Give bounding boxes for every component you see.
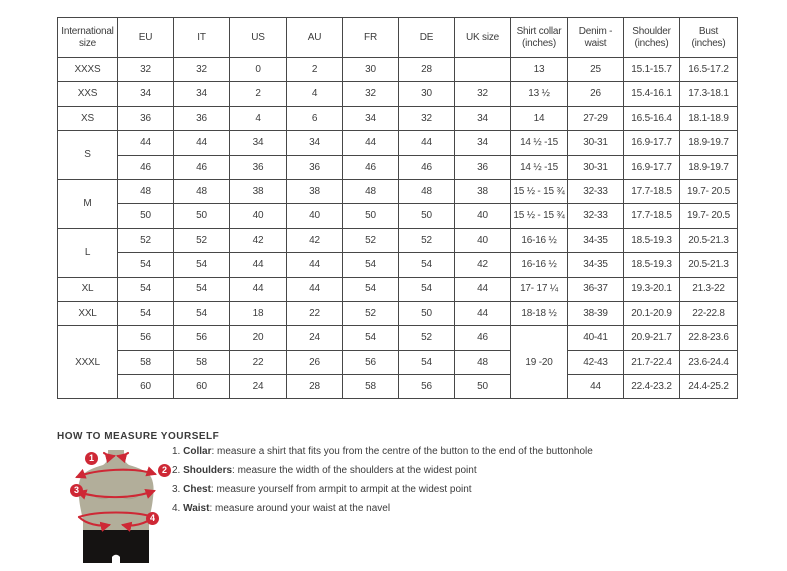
- value-cell: 44: [455, 301, 511, 325]
- mannequin-figure: [66, 444, 166, 566]
- value-cell: 22-22.8: [680, 301, 738, 325]
- table-row: [58, 375, 738, 399]
- value-cell: 34: [118, 82, 174, 106]
- value-cell: 18.9-19.7: [680, 155, 738, 179]
- table-row: [58, 301, 738, 325]
- column-header: Denim - waist: [568, 18, 624, 58]
- value-cell: 50: [343, 204, 399, 228]
- shorts-shape: [83, 530, 149, 563]
- value-cell: 17- 17 ¼: [511, 277, 568, 301]
- value-cell: 52: [399, 228, 455, 252]
- table-row: [58, 82, 738, 106]
- table-row: [58, 228, 738, 252]
- table-row: [58, 179, 738, 203]
- value-cell: 34: [343, 106, 399, 130]
- value-cell: 34: [455, 106, 511, 130]
- table-row: [58, 253, 738, 277]
- value-cell: 46: [455, 326, 511, 350]
- value-cell: 32: [399, 106, 455, 130]
- value-cell: 40: [230, 204, 287, 228]
- value-cell: 52: [118, 228, 174, 252]
- value-cell: 18.9-19.7: [680, 131, 738, 155]
- value-cell: 16.5-16.4: [624, 106, 680, 130]
- value-cell: 22: [287, 301, 343, 325]
- value-cell: 50: [399, 301, 455, 325]
- value-cell: 13: [511, 58, 568, 82]
- value-cell: 52: [174, 228, 230, 252]
- value-cell: 2: [230, 82, 287, 106]
- shirt-collar-cell: 19 -20: [511, 326, 568, 399]
- value-cell: 44: [230, 253, 287, 277]
- value-cell: 54: [118, 253, 174, 277]
- value-cell: 14 ½ -15: [511, 155, 568, 179]
- value-cell: 30-31: [568, 155, 624, 179]
- international-size-cell: XXS: [58, 82, 118, 106]
- value-cell: 16-16 ½: [511, 228, 568, 252]
- value-cell: 44: [568, 375, 624, 399]
- value-cell: 34-35: [568, 228, 624, 252]
- value-cell: 15 ½ - 15 ¾: [511, 179, 568, 203]
- value-cell: 24: [287, 326, 343, 350]
- value-cell: 50: [174, 204, 230, 228]
- value-cell: 48: [455, 350, 511, 374]
- table-row: [58, 58, 738, 82]
- value-cell: 30: [399, 82, 455, 106]
- value-cell: 23.6-24.4: [680, 350, 738, 374]
- value-cell: 38-39: [568, 301, 624, 325]
- value-cell: 40-41: [568, 326, 624, 350]
- value-cell: 30-31: [568, 131, 624, 155]
- value-cell: 50: [399, 204, 455, 228]
- value-cell: 40: [287, 204, 343, 228]
- column-header: UK size: [455, 18, 511, 58]
- mannequin-torso-illustration: [66, 444, 166, 566]
- column-header: EU: [118, 18, 174, 58]
- measure-badge-collar: 1: [85, 452, 98, 465]
- value-cell: 54: [174, 253, 230, 277]
- measure-badge-chest: 3: [70, 484, 83, 497]
- value-cell: 44: [230, 277, 287, 301]
- column-header: FR: [343, 18, 399, 58]
- value-cell: 18: [230, 301, 287, 325]
- value-cell: 2: [287, 58, 343, 82]
- value-cell: 21.7-22.4: [624, 350, 680, 374]
- value-cell: 16.9-17.7: [624, 131, 680, 155]
- value-cell: 50: [118, 204, 174, 228]
- value-cell: 48: [174, 179, 230, 203]
- value-cell: 48: [399, 179, 455, 203]
- value-cell: 36: [455, 155, 511, 179]
- value-cell: 22.4-23.2: [624, 375, 680, 399]
- value-cell: 16.5-17.2: [680, 58, 738, 82]
- value-cell: 44: [455, 277, 511, 301]
- value-cell: [455, 58, 511, 82]
- value-cell: 18.5-19.3: [624, 253, 680, 277]
- value-cell: 32: [118, 58, 174, 82]
- value-cell: 54: [399, 350, 455, 374]
- value-cell: 54: [118, 277, 174, 301]
- value-cell: 17.7-18.5: [624, 179, 680, 203]
- value-cell: 34-35: [568, 253, 624, 277]
- column-header: IT: [174, 18, 230, 58]
- value-cell: 46: [343, 155, 399, 179]
- value-cell: 15 ½ - 15 ¾: [511, 204, 568, 228]
- value-cell: 50: [455, 375, 511, 399]
- international-size-cell: M: [58, 179, 118, 228]
- value-cell: 44: [287, 253, 343, 277]
- measure-step: 2. Shoulders: measure the width of the shoulders at the widest point: [172, 465, 477, 476]
- table-row: [58, 131, 738, 155]
- measure-step: 3. Chest: measure yourself from armpit to armpit at the widest point: [172, 484, 472, 495]
- value-cell: 18.1-18.9: [680, 106, 738, 130]
- value-cell: 56: [343, 350, 399, 374]
- value-cell: 54: [399, 253, 455, 277]
- table-row: [58, 204, 738, 228]
- value-cell: 22.8-23.6: [680, 326, 738, 350]
- value-cell: 38: [455, 179, 511, 203]
- value-cell: 38: [230, 179, 287, 203]
- value-cell: 48: [343, 179, 399, 203]
- value-cell: 54: [174, 277, 230, 301]
- measure-section-title: HOW TO MEASURE YOURSELF: [57, 431, 220, 442]
- value-cell: 19.7- 20.5: [680, 179, 738, 203]
- value-cell: 32: [455, 82, 511, 106]
- value-cell: 46: [118, 155, 174, 179]
- value-cell: 42: [230, 228, 287, 252]
- value-cell: 32: [174, 58, 230, 82]
- header-row: [58, 18, 738, 58]
- value-cell: 20.1-20.9: [624, 301, 680, 325]
- international-size-cell: XXXL: [58, 326, 118, 399]
- value-cell: 14 ½ -15: [511, 131, 568, 155]
- value-cell: 17.7-18.5: [624, 204, 680, 228]
- value-cell: 32: [343, 82, 399, 106]
- column-header: US: [230, 18, 287, 58]
- value-cell: 36: [174, 106, 230, 130]
- column-header: Bust (inches): [680, 18, 738, 58]
- value-cell: 20.5-21.3: [680, 228, 738, 252]
- value-cell: 36: [287, 155, 343, 179]
- value-cell: 20.5-21.3: [680, 253, 738, 277]
- value-cell: 46: [399, 155, 455, 179]
- value-cell: 54: [174, 301, 230, 325]
- value-cell: 56: [118, 326, 174, 350]
- value-cell: 54: [343, 253, 399, 277]
- value-cell: 54: [343, 277, 399, 301]
- value-cell: 26: [568, 82, 624, 106]
- value-cell: 20.9-21.7: [624, 326, 680, 350]
- measure-steps: [172, 442, 593, 518]
- measure-badge-waist: 4: [146, 512, 159, 525]
- value-cell: 21.3-22: [680, 277, 738, 301]
- international-size-cell: XS: [58, 106, 118, 130]
- value-cell: 44: [174, 131, 230, 155]
- value-cell: 36: [230, 155, 287, 179]
- value-cell: 4: [287, 82, 343, 106]
- value-cell: 54: [343, 326, 399, 350]
- table-row: [58, 106, 738, 130]
- value-cell: 44: [343, 131, 399, 155]
- size-table: [57, 17, 738, 399]
- value-cell: 34: [287, 131, 343, 155]
- value-cell: 15.1-15.7: [624, 58, 680, 82]
- value-cell: 26: [287, 350, 343, 374]
- value-cell: 30: [343, 58, 399, 82]
- table-row: [58, 277, 738, 301]
- measure-step: 4. Waist: measure around your waist at the navel: [172, 503, 391, 514]
- value-cell: 46: [174, 155, 230, 179]
- value-cell: 48: [118, 179, 174, 203]
- value-cell: 25: [568, 58, 624, 82]
- international-size-cell: XL: [58, 277, 118, 301]
- value-cell: 36-37: [568, 277, 624, 301]
- value-cell: 52: [343, 301, 399, 325]
- value-cell: 40: [455, 228, 511, 252]
- international-size-cell: S: [58, 131, 118, 180]
- column-header: DE: [399, 18, 455, 58]
- value-cell: 52: [399, 326, 455, 350]
- value-cell: 0: [230, 58, 287, 82]
- value-cell: 40: [455, 204, 511, 228]
- value-cell: 13 ½: [511, 82, 568, 106]
- column-header: Shoulder (inches): [624, 18, 680, 58]
- measure-step: 1. Collar: measure a shirt that fits you from the centre of the button to the end of the buttonhole: [172, 446, 593, 457]
- value-cell: 44: [399, 131, 455, 155]
- value-cell: 56: [174, 326, 230, 350]
- value-cell: 4: [230, 106, 287, 130]
- value-cell: 16.9-17.7: [624, 155, 680, 179]
- value-cell: 15.4-16.1: [624, 82, 680, 106]
- value-cell: 6: [287, 106, 343, 130]
- value-cell: 17.3-18.1: [680, 82, 738, 106]
- value-cell: 42: [455, 253, 511, 277]
- value-cell: 58: [174, 350, 230, 374]
- table-row: [58, 155, 738, 179]
- value-cell: 24.4-25.2: [680, 375, 738, 399]
- value-cell: 19.3-20.1: [624, 277, 680, 301]
- column-header: AU: [287, 18, 343, 58]
- international-size-cell: XXL: [58, 301, 118, 325]
- value-cell: 58: [343, 375, 399, 399]
- value-cell: 16-16 ½: [511, 253, 568, 277]
- value-cell: 34: [230, 131, 287, 155]
- value-cell: 52: [343, 228, 399, 252]
- value-cell: 32-33: [568, 204, 624, 228]
- value-cell: 44: [118, 131, 174, 155]
- column-header: International size: [58, 18, 118, 58]
- table-row: [58, 326, 738, 350]
- value-cell: 44: [287, 277, 343, 301]
- value-cell: 42-43: [568, 350, 624, 374]
- value-cell: 27-29: [568, 106, 624, 130]
- value-cell: 18-18 ½: [511, 301, 568, 325]
- value-cell: 28: [287, 375, 343, 399]
- value-cell: 60: [118, 375, 174, 399]
- value-cell: 32-33: [568, 179, 624, 203]
- value-cell: 24: [230, 375, 287, 399]
- value-cell: 19.7- 20.5: [680, 204, 738, 228]
- international-size-cell: L: [58, 228, 118, 277]
- value-cell: 22: [230, 350, 287, 374]
- value-cell: 18.5-19.3: [624, 228, 680, 252]
- value-cell: 54: [118, 301, 174, 325]
- value-cell: 14: [511, 106, 568, 130]
- value-cell: 60: [174, 375, 230, 399]
- value-cell: 28: [399, 58, 455, 82]
- value-cell: 20: [230, 326, 287, 350]
- value-cell: 58: [118, 350, 174, 374]
- value-cell: 56: [399, 375, 455, 399]
- value-cell: 36: [118, 106, 174, 130]
- international-size-cell: XXXS: [58, 58, 118, 82]
- value-cell: 54: [399, 277, 455, 301]
- value-cell: 42: [287, 228, 343, 252]
- column-header: Shirt collar (inches): [511, 18, 568, 58]
- table-row: [58, 350, 738, 374]
- measure-badge-shoulders: 2: [158, 464, 171, 477]
- value-cell: 38: [287, 179, 343, 203]
- value-cell: 34: [174, 82, 230, 106]
- value-cell: 34: [455, 131, 511, 155]
